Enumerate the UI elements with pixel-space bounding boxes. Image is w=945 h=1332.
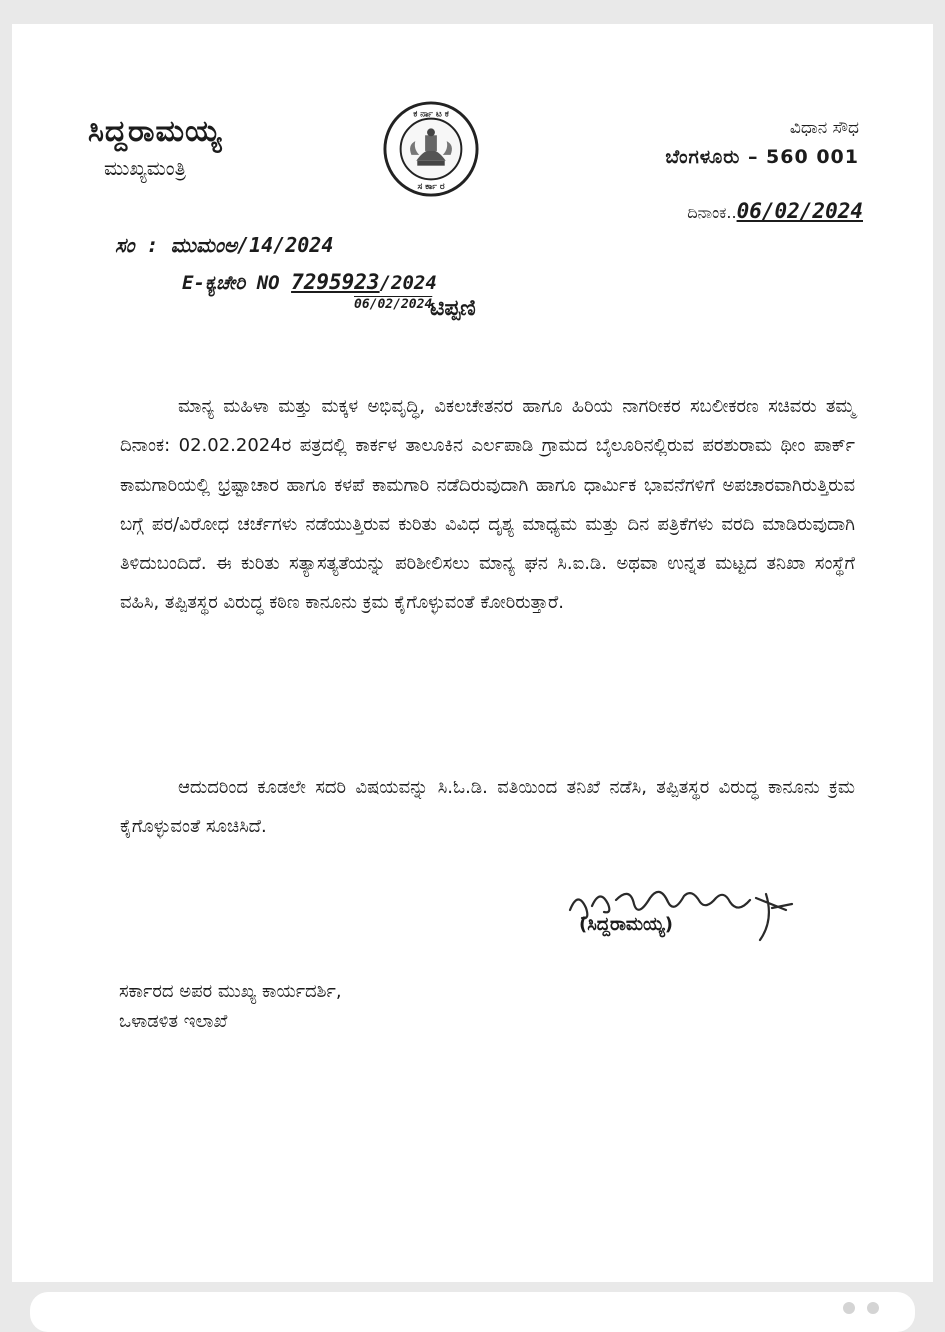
e-office-prefix: E-ಕ್ಯಚೇರಿ NO xyxy=(182,272,280,294)
sender-name: ಸಿದ್ದರಾಮಯ್ಯ xyxy=(88,114,223,149)
address-building: ವಿಧಾನ ಸೌಧ xyxy=(789,118,859,138)
letter-page xyxy=(12,24,933,1282)
note-date: 06/02/2024 xyxy=(354,297,433,312)
page-indicator-dot xyxy=(867,1302,879,1314)
body-paragraph-1: ಮಾನ್ಯ ಮಹಿಳಾ ಮತ್ತು ಮಕ್ಕಳ ಅಭಿವೃದ್ಧಿ, ವಿಕಲಚೇತನರ ಹಾಗೂ ಹಿರಿಯ ನಾಗರೀಕರ ಸಬಲೀಕರಣ ಸಚಿವರು ತಮ್ಮ ದಿನಾಂಕ: 02.02.2024ರ ಪತ್ರದಲ್ಲಿ ಕಾರ್ಕಳ ತಾಲೂಕಿನ ಎರ್ಲಪಾಡಿ ಗ್ರಾಮದ ಬೈಲೂರಿನಲ್ಲಿರುವ ಪರಶುರಾಮ ಥೀಂ ಪಾರ್ಕ್ ಕಾಮಗಾರಿಯಲ್ಲಿ ಭ್ರಷ್ಟಾಚಾರ ಹಾಗೂ ಕಳಪೆ ಕಾಮಗಾರಿ ನಡೆದಿರುವುದಾಗಿ ಹಾಗೂ ಧಾರ್ಮಿಕ ಭಾವನೆಗಳಿಗೆ ಅಪಚಾರವಾಗಿರುತ್ತಿರುವ ಬಗ್ಗೆ ಪರ/ವಿರೋಧ ಚರ್ಚೆಗಳು ನಡೆಯುತ್ತಿರುವ ಕುರಿತು ವಿವಿಧ ದೃಶ್ಯ ಮಾಧ್ಯಮ ಮತ್ತು ದಿನ ಪತ್ರಿಕೆಗಳು ವರದಿ ಮಾಡಿರುವುದಾಗಿ ತಿಳಿದುಬಂದಿದೆ. ಈ ಕುರಿತು ಸತ್ಯಾಸತ್ಯತೆಯನ್ನು ಪರಿಶೀಲಿಸಲು ಮಾನ್ಯ ಘನ ಸಿ.ಐ.ಡಿ. ಅಥವಾ ಉನ್ನತ ಮಟ್ಟದ ತನಿಖಾ ಸಂಸ್ಥೆಗೆ ವಹಿಸಿ, ತಪ್ಪಿತಸ್ಥರ ವಿರುದ್ಧ ಕಠಿಣ ಕಾನೂನು ಕ್ರಮ ಕೈಗೊಳ್ಳುವಂತೆ ಕೋರಿರುತ್ತಾರೆ. xyxy=(120,396,855,614)
karnataka-emblem-icon xyxy=(382,100,480,198)
sender-designation: ಮುಖ್ಯಮಂತ್ರಿ xyxy=(104,156,187,180)
address-city: ಬೆಂಗಳೂರು – 560 001 xyxy=(665,146,859,168)
note-label: ಟಿಪ್ಪಣಿ xyxy=(430,296,476,321)
signatory-name: (ಸಿದ್ದರಾಮಯ್ಯ) xyxy=(579,914,674,935)
svg-text:ಕ ರ್ನಾ ಟ ಕ: ಕ ರ್ನಾ ಟ ಕ xyxy=(413,109,449,120)
date-label: ದಿನಾಂಕ.. xyxy=(687,203,737,222)
e-office-reference xyxy=(182,270,437,294)
e-office-number: 7295923 xyxy=(291,270,380,294)
next-page-card xyxy=(30,1292,915,1332)
date-value: 06/02/2024 xyxy=(736,199,863,223)
recipient-designation: ಸರ್ಕಾರದ ಅಪರ ಮುಖ್ಯ ಕಾರ್ಯದರ್ಶಿ, xyxy=(119,981,342,1002)
body-paragraph-2: ಆದುದರಿಂದ ಕೂಡಲೇ ಸದರಿ ವಿಷಯವನ್ನು ಸಿ.ಓ.ಡಿ. ವತಿಯಿಂದ ತನಿಖೆ ನಡೆಸಿ, ತಪ್ಪಿತಸ್ಥರ ವಿರುದ್ಧ ಕಾನೂನು ಕ್ರಮ ಕೈಗೊಳ್ಳುವಂತೆ ಸೂಚಿಸಿದೆ. xyxy=(120,777,855,838)
recipient-department: ಒಳಾಡಳಿತ ಇಲಾಖೆ xyxy=(119,1011,228,1032)
date-line xyxy=(687,199,863,223)
page-indicator-dot xyxy=(843,1302,855,1314)
e-office-suffix: /2024 xyxy=(379,272,437,294)
svg-text:ಸ ರ್ಕಾ ರ: ಸ ರ್ಕಾ ರ xyxy=(417,182,445,193)
reference-number: ಸಂ : ಮುಮಂಅ/14/2024 xyxy=(115,233,334,257)
